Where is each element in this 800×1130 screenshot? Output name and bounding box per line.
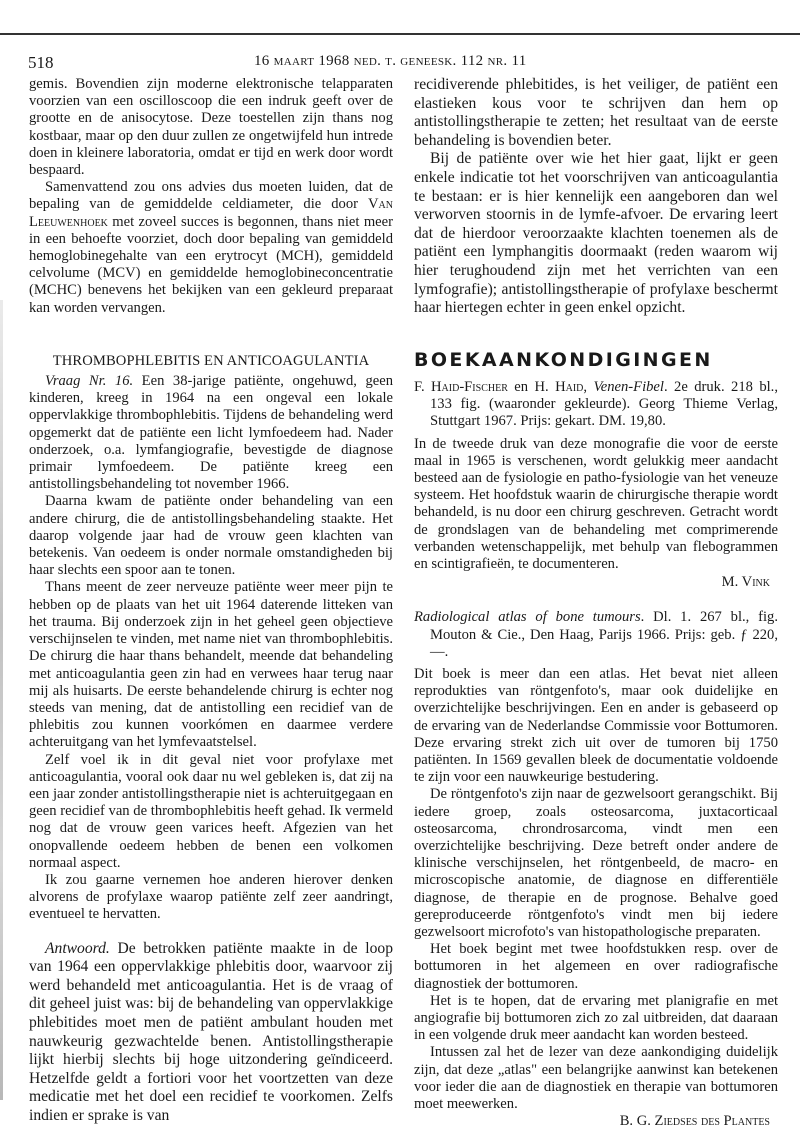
author-name: F. Haid-Fischer <box>414 378 508 395</box>
answer-label: Antwoord. <box>45 939 110 957</box>
header-year: 1968 <box>318 53 350 69</box>
author-name: Van Leeuwenhoek <box>29 196 393 230</box>
paragraph <box>29 373 393 493</box>
text-run: en <box>507 378 535 395</box>
paragraph: Zelf voel ik in dit geval niet voor profylaxe met anticoagulantia, vooral ook daar nu wel gebleken is, dat zij na een jaar zonder antistollingstherapie niet is achteruitgegaan en geen recidief van de thrombophlebitis heeft gehad. Ik vermeld nog dat de vrouw geen varices heeft. Afgezien van het onopvallende oedeem hebben de benen een volkomen normaal aspect. <box>29 751 393 871</box>
page-header <box>28 53 788 75</box>
top-rule <box>0 33 800 35</box>
reviewer-signature: B. G. Ziedses des Plantes <box>619 1113 770 1130</box>
paragraph: Dit boek is meer dan een atlas. Het bevat niet alleen reprodukties van röntgenfoto's, maar ook duidelijke en overzichtelijke beschrijvingen. Een en ander is gebaseerd op de ervaring van de Nederlandse Commissie voor Bottumoren. Deze ervaring strekt zich uit over de tumoren bij 1750 patiënten. In 1569 gevallen bleek de documentatie voldoende te zijn voor een nauwkeurige bestudering. <box>414 665 778 786</box>
header-month: maart <box>273 53 315 69</box>
paragraph: De röntgenfoto's zijn naar de gezwelsoort gerangschikt. Bij iedere groep, zoals osteosarcoma, juxtacorticaal osteosarcoma, chrondrosarcoma, vindt men een overzichtelijke beschrijving. Deze betreft onder andere de klinische verschijnselen, het röntgenbeeld, de macro- en microscopische anatomie, de diagnose en differentiële diagnose, de therapie en de prognose. Behalve goed gereproduceerde röntgenfoto's vindt men bij iedere gezwelsoort microfoto's van histopathologische preparaten. <box>414 786 778 941</box>
spacer <box>29 924 393 940</box>
paragraph: Het is te hopen, dat de ervaring met planigrafie en met angiografie bij bottumoren zich zo zal uitbreiden, dat daaraan in een volgende druk meer aandacht kan worden besteed. <box>414 992 778 1044</box>
paragraph: Intussen zal het de lezer van deze aankondiging duidelijk zijn, dat deze „atlas" een belangrijke aanwinst kan betekenen voor ieder die aan de diagnostiek en therapie van bottumoren moet meewerken. <box>414 1044 778 1113</box>
running-head <box>254 53 527 70</box>
issue-label: nr. <box>487 53 508 69</box>
journal-volume: 112 <box>460 53 484 69</box>
question-label: Vraag Nr. 16. <box>45 373 134 390</box>
reviewer-signature: M. Vink <box>721 574 770 591</box>
left-column <box>29 76 393 1125</box>
text-run: Samenvattend zou ons advies dus moeten luiden, dat de bepaling van de gemiddelde celdiameter, die door <box>29 179 393 213</box>
paragraph: Thans meent de zeer nerveuze patiënte weer meer pijn te hebben op de plaats van het uit 1964 daterende litteken van het trauma. Bij onderzoek zijn in het geheel geen objectieve verschijnselen te vinden, met name niet van thrombophlebitis. De chirurg die haar thans behandelt, meende dat behandeling met anticoagulantia geen zin had en verwees haar terug naar mij als huisarts. De eerste behandelende chirurg is echter nog steeds van mening, dat de antistolling een recidief van de phlebitis zou kunnen voorkómen en daarmee verdere achteruitgang van het lymfevaatstelsel. <box>29 579 393 751</box>
header-day: 16 <box>254 53 270 69</box>
paragraph: Bij de patiënte over wie het hier gaat, lijkt er geen enkele indicatie tot het voorschrijven van anticoagulantia te bestaan: er is hier kennelijk een aangeboren dan wel verworven stoornis in de lymfe-afvoer. De ervaring leert dat de hierdoor veroorzaakte klachten toenemen als de patiënt een lymphangitis doormaakt (reden waarom wij hier terughoudend zijn met het verrichten van een lymfografie); antistollingstherapie of profylaxe beschermt haar hiertegen echter in geen enkel opzicht. <box>414 150 778 317</box>
issue-number: 11 <box>511 53 527 69</box>
spacer <box>414 591 778 609</box>
right-column <box>414 76 778 1130</box>
text-run: De betrokken patiënte maakte in de loop van 1964 een oppervlakkige phlebitis door, waarvoor zij werd behandeld met anticoagulantia. Het is de vraag of dit geheel juist was: bij de behandeling van oppervlakkige phlebitides moet men de patiënt ambulant houden met nauwkeurig gezwachtelde benen. Antistollingstherapie lijkt hierbij slechts bij hoge uitzondering geïndiceerd. Hetzelfde geldt a fortiori voor het voortzetten van deze medicatie met het doel een recidief te voorkomen. Zelfs indien er sprake is van <box>29 939 393 1124</box>
paragraph: Daarna kwam de patiënte onder behandeling van een andere chirurg, die de antistollingsbehandeling staakte. Het daarop volgende jaar had de vrouw geen klachten van betekenis. Van oedeem is onder normale omstandigheden bij haar slechts een spoor aan te tonen. <box>29 493 393 579</box>
page-edge-shadow <box>0 300 3 1100</box>
paragraph: Ik zou gaarne vernemen hoe anderen hierover denken alvorens de profylaxe waarop patiënte zelf zeer aandringt, eventueel te hervatten. <box>29 871 393 923</box>
section-title: BOEKAANKONDIGINGEN <box>414 348 713 371</box>
journal-name: ned. t. geneesk. <box>353 53 457 69</box>
author-name: H. Haid <box>534 378 584 395</box>
paragraph <box>29 179 393 317</box>
text-run: Een 38-jarige patiënte, ongehuwd, geen kinderen, kreeg in 1964 na een ongeval een lokale oppervlakkige thrombophlebitis. Tijdens de behandeling werd opgemerkt dat de patiënte een licht lymfoedeem had. Nader onderzoek, o.a. lymfangiografie, bevestigde de diagnose primair lymfoedeem. De patiënte kreeg een antistollingsbehandeling tot november 1966. <box>29 373 393 493</box>
text-run: met zoveel succes is begonnen, thans niet meer in een behoefte voorziet, doch door bepaling van gemiddeld hemoglobinegehalte van een erytrocyt (MCH), gemiddeld celvolume (MCV) en gemiddelde hemoglobineconcentratie (MCHC) benevens het bekijken van een gekleurd preparaat kan worden vervangen. <box>29 213 393 316</box>
section-title: THROMBOPHLEBITIS EN ANTICOAGULANTIA <box>52 352 370 369</box>
book-details: . Dl. 1. 267 bl., fig. Mouton & Cie., Den Haag, Parijs 1966. Prijs: geb. ƒ 220,—. <box>430 609 778 660</box>
book-title: Radiological atlas of bone tumours <box>414 609 641 626</box>
book-reference: F. Haid-Fischer en H. Haid, Venen-Fibel. 2e druk. 218 bl., 133 fig. (waaronder gekleurde). Georg Thieme Verlag, Stuttgart 1967. Prijs: gekart. DM. 19,80. <box>414 378 778 430</box>
book-details: . 2e druk. 218 bl., 133 fig. (waaronder gekleurde). Georg Thieme Verlag, Stuttgart 1967. Prijs: gekart. DM. 19,80. <box>430 378 778 430</box>
paragraph: gemis. Bovendien zijn moderne elektronische telapparaten voorzien van een oscilloscoop die een indruk geeft over de grootte en de anisocytose. Deze toestellen zijn thans nog kostbaar, maar op den duur zullen ze ongetwijfeld hun intrede doen in kleinere laboratoria, omdat er tijd en werk door wordt bespaard. <box>29 76 393 179</box>
paragraph: recidiverende phlebitides, is het veiliger, de patiënt een elastieken kous voor te schrijven dan hem op antistollingstherapie te zetten; het resultaat van de eerste behandeling is bovendien beter. <box>414 76 778 149</box>
paragraph: In de tweede druk van deze monografie die voor de eerste maal in 1965 is verschenen, wordt gelukkig meer aandacht besteed aan de fysiologie en patho-fysiologie van het veneuze systeem. Het hoofdstuk waarin de chirurgische therapie wordt behandeld, is nu door een chirurg geschreven. Getracht wordt de grondslagen van de behandeling met comprimerende verbanden wetenschappelijk, met behulp van flebogrammen en scintigrafieën, te documenteren. <box>414 435 778 572</box>
paragraph: Het boek begint met twee hoofdstukken resp. over de bottumoren in het algemeen en over radiografische diagnostiek der bottumoren. <box>414 941 778 992</box>
page-number: 518 <box>28 53 54 72</box>
paragraph <box>29 940 393 1126</box>
book-title: Venen-Fibel <box>593 378 664 395</box>
book-reference <box>414 609 778 661</box>
